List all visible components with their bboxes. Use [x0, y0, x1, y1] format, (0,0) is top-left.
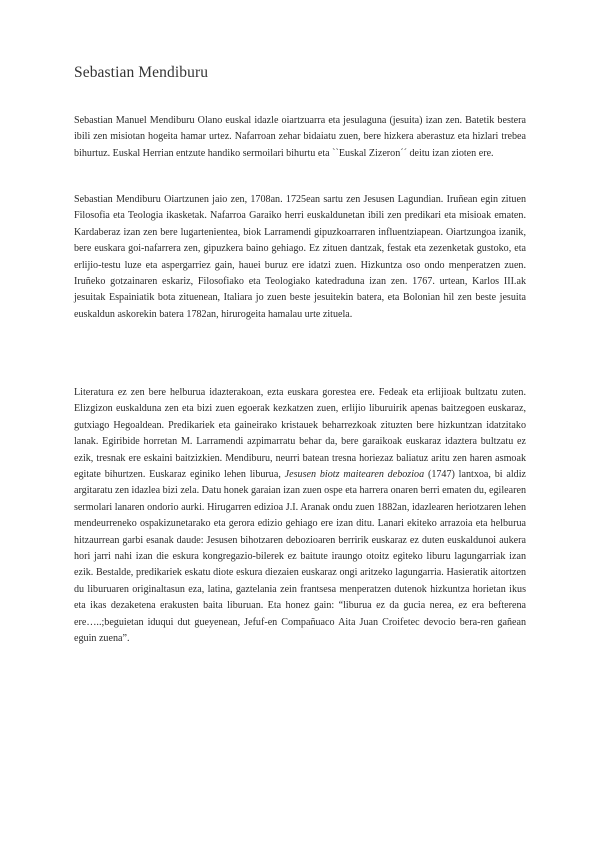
paragraph-literature-part1: Literatura ez zen bere helburua idazterakoan, ezta euskara gorestea ere. Fedeak eta erlijioak bultzatu zuten. Elizgizon euskalduna zen eta bizi zuen egoerak kezkatzen zuen, erlijio liburuirik apenas baitzegoen euskaraz, gutxiago Hegoaldean. Predikariek eta gaineirako kristauek beharrezkoak zituzten bere hizkuntzan idatzitako lanak. Egiribide horretan M. Larramendi azpimarratu behar da, bere garaikoak euskaraz idaztera bultzatu ez ezik, tresnak ere eskaini baitzizkien. Mendiburu, neurri batean tresna horiezaz baliatuz aritu zen haren asmoak egitate bihurtzen. Euskaraz eginiko lehen liburua,	[74, 387, 526, 481]
paragraph-literature	[74, 385, 526, 648]
paragraph-biography: Sebastian Mendiburu Oiartzunen jaio zen, 1708an. 1725ean sartu zen Jesusen Lagundian. Iruñean egin zituen Filosofia eta Teologia ikasketak. Nafarroa Garaiko herri euskaldunetan ibili zen predikari eta misioak ematen. Kardaberaz izan zen bere lugartenientea, biok Larramendi gipuzkoarraren influentziapean. Oiartzungoa izanik, bere euskara goi-nafarrera zen, gipuzkera baino gehiago. Ez zituen dantzak, festak eta zezenketak gustoko, eta erlijio-testu luze eta aspergarriez gain, hauei buruz ere idatzi zuen. Hizkuntza oso ondo menperatzen zuen. Iruñeko gotzainaren eskariz, Filosofiako eta Teologiako katedraduna izan zen. 1767. urtean, Karlos III.ak jesuitak Espainiatik bota zituenean, Italiara jo zuen beste jesuitekin batera, eta Bolonian hil zen beste jesuita euskaldun askorekin batera 1782an, hirurogeita hamalau urte zituela.	[74, 194, 526, 320]
paragraph-literature-part2: (1747) lantxoa, bi aldiz argitaratu zen idazlea bizi zela. Datu honek garaian izan zuen ospe eta harrera onaren berri ematen du, egilearen sermolari lanaren ondorio aurki. Hirugarren edizioa J.I. Aranak ondu zuen 1882an, idazlearen heriotzaren lehen mendeurreneko ospakizunetarako eta gerora edizio gehiago ere izan ditu. Lanari ekiteko arrazoia eta helburua hitzaurrean garbi esanak daude: Jesusen bihotzaren debozioaren berririk euskaraz ez duten euskaldunoi aukera hori jarri nahi izan die eskura kongregazio-bilerek ez baitute iraungo otoitz egiteko liburu lagungarriak izan ezik. Bestalde, predikariek eskatu diote eskura diezaien euskaraz ongi aritzeko lagungarria. Hasieratik aitortzen du liburuaren originaltasun eza, latina, gaztelania zein frantsesa menperatzen dutenok hizkuntza horietan ikus eta ikas dezaketena erakusten baita liburuan. Eta honez gain: “liburua ez da gucia nerea, ez era befterena ere…..;beguietan iduqui dut gueyenean, Jefuf-en Compañuaco Aita Juan Croifetec devocio bera-ren gañean eguin zuena”.	[74, 469, 527, 645]
paragraph-intro: Sebastian Manuel Mendiburu Olano euskal idazle oiartzuarra eta jesulaguna (jesuita) izan zen. Batetik bestera ibili zen misiotan hogeita hamar urtez. Nafarroan zehar bidaiatu zuen, bere hizkera aberastuz eta hizlari trebea bihurtuz. Euskal Herrian entzute handiko sermoilari bihurtu eta ``Euskal Zizeron´´ deitu izan zioten ere.	[74, 115, 526, 159]
book-title: Jesusen biotz maitearen debozioa	[284, 469, 425, 481]
page-title: Sebastian Mendiburu	[74, 64, 209, 81]
